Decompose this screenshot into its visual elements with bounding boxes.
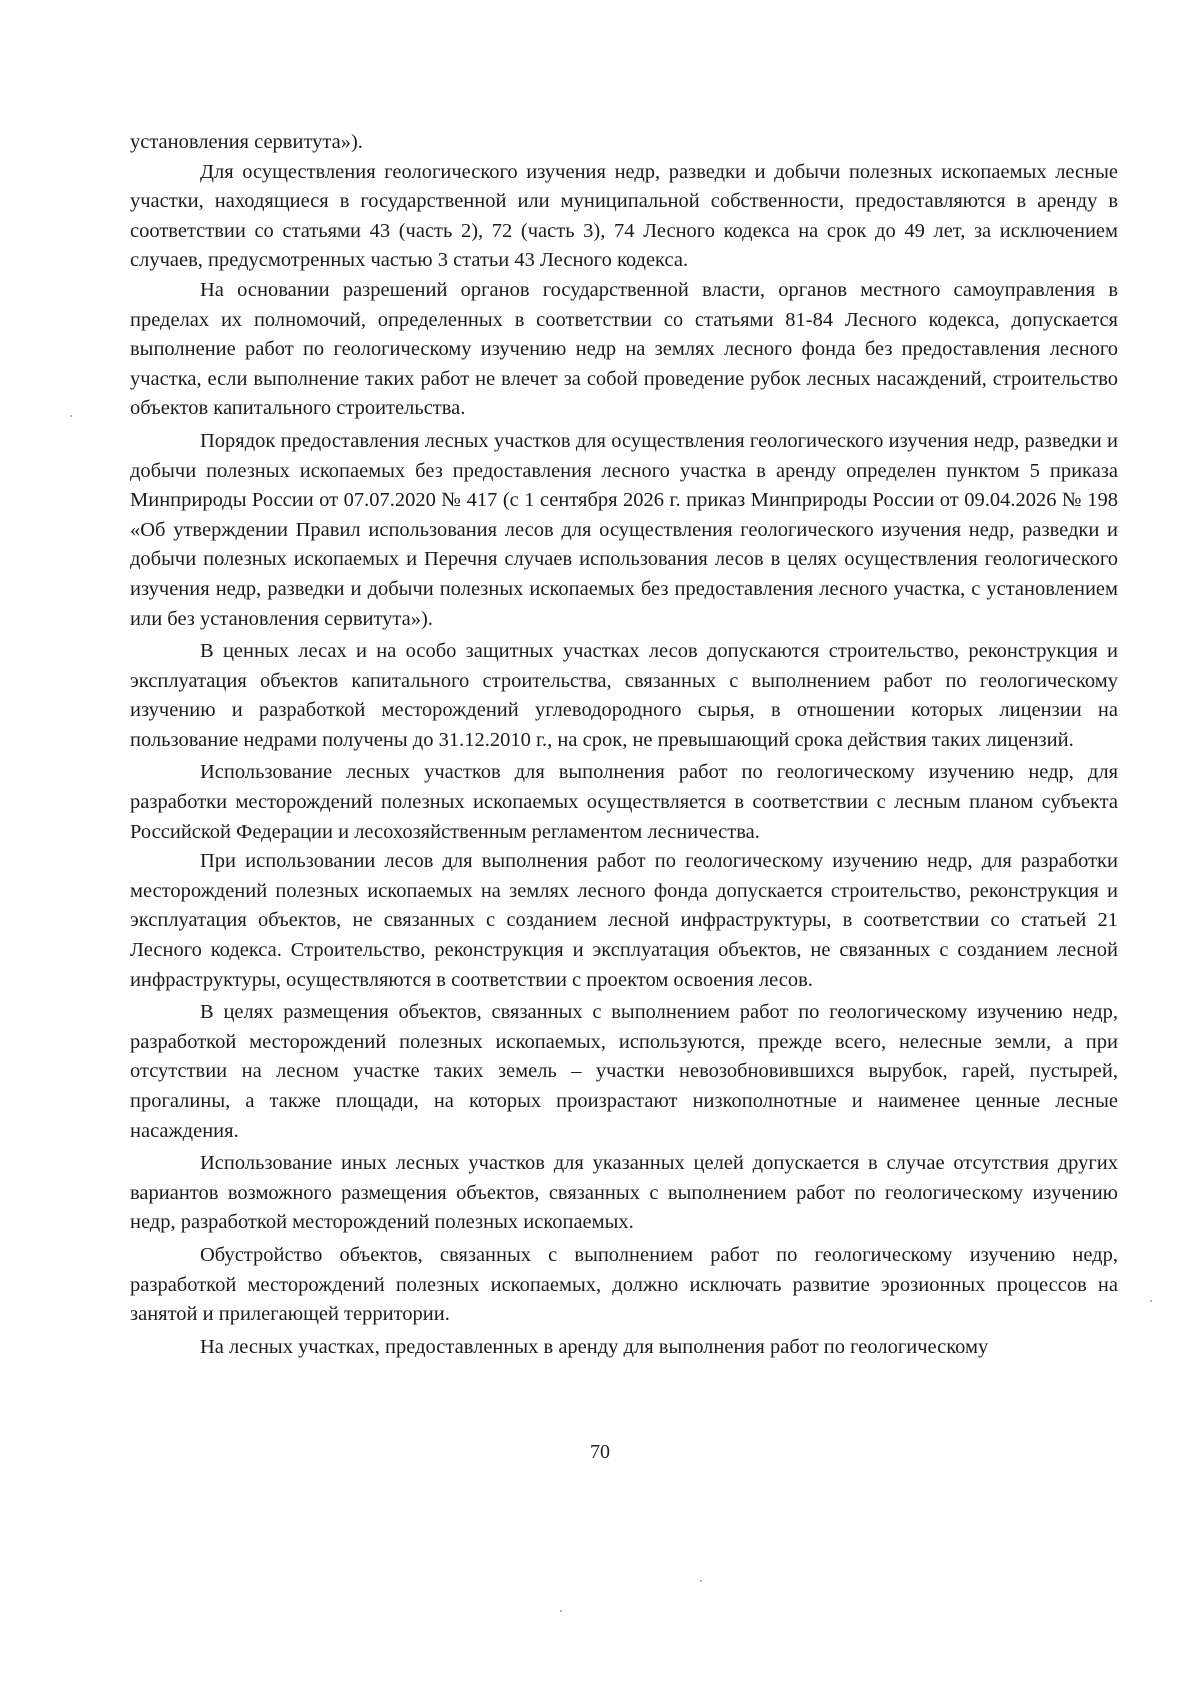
paragraph-leased-plots: На лесных участках, предоставленных в аренду для выполнения работ по геологическому: [200, 1335, 989, 1358]
body-text: [130, 128, 1118, 1362]
paragraph-continuation: установления сервитута»).: [130, 131, 363, 153]
scan-speck: [1150, 1300, 1152, 1302]
scan-speck: [700, 1580, 702, 1582]
scan-speck: [560, 1610, 562, 1612]
paragraph-procedure: Порядок предоставления лесных участков для осуществления геологического изучения недр, разведки и добычи полезных ископаемых без предоставления лесного участка в аренду определен пунктом 5 приказа Минприроды России от 07.07.2020 № 417 (с 1 сентября 2026 г. приказ Минприроды России от 09.04.2026 № 198 «Об утверждении Правил использования лесов для осуществления геологического изучения недр, разведки и добычи полезных ископаемых и Перечня случаев использования лесов в целях осуществления геологического изучения недр, разведки и добычи полезных ископаемых без предоставления лесного участка, с установлением или без установления сервитута»).: [130, 429, 1118, 630]
paragraph-permits: На основании разрешений органов государственной власти, органов местного самоуправления в пределах их полномочий, определенных в соответствии со статьями 81-84 Лесного кодекса, допускается выполнение работ по геологическому изучению недр на землях лесного фонда без предоставления лесного участка, если выполнение таких работ не влечет за собой проведение рубок лесных насаждений, строительство объектов капитального строительства.: [130, 278, 1118, 420]
paragraph-forest-plan: Использование лесных участков для выполнения работ по геологическому изучению недр, для разработки месторождений полезных ископаемых осуществляется в соответствии с лесным планом субъекта Российской Федерации и лесохозяйственным регламентом лесничества.: [130, 761, 1118, 843]
paragraph-other-plots: Использование иных лесных участков для указанных целей допускается в случае отсутствия других вариантов возможного размещения объектов, связанных с выполнением работ по геологическому изучению недр, разработкой месторождений полезных ископаемых.: [130, 1152, 1118, 1234]
paragraph-valuable-forests: В ценных лесах и на особо защитных участках лесов допускаются строительство, реконструкция и эксплуатация объектов капитального строительства, связанных с выполнением работ по геологическому изучению и разработкой месторождений углеводородного сырья, в отношении которых лицензии на пользование недрами получены до 31.12.2010 г., на срок, не превышающий срока действия таких лицензий.: [130, 640, 1118, 751]
paragraph-erosion: Обустройство объектов, связанных с выполнением работ по геологическому изучению недр, разработкой месторождений полезных ископаемых, должно исключать развитие эрозионных процессов на занятой и прилегающей территории.: [130, 1243, 1118, 1326]
scan-speck: [70, 415, 72, 417]
paragraph-lease-terms: Для осуществления геологического изучения недр, разведки и добычи полезных ископаемых лесные участки, находящиеся в государственной или муниципальной собственности, предоставляются в аренду в соответствии со статьями 43 (часть 2), 72 (часть 3), 74 Лесного кодекса на срок до 49 лет, за исключением случаев, предусмотренных частью 3 статьи 43 Лесного кодекса.: [130, 160, 1118, 272]
paragraph-placement: В целях размещения объектов, связанных с выполнением работ по геологическому изучению недр, разработкой месторождений полезных ископаемых, используются, прежде всего, нелесные земли, а при отсутствии на лесном участке таких земель – участки невозобновившихся вырубок, гарей, пустырей, прогалины, а также площади, на которых произрастают низкополнотные и наименее ценные лесные насаждения.: [130, 1001, 1118, 1142]
page-number: 70: [590, 1441, 610, 1463]
paragraph-construction: При использовании лесов для выполнения работ по геологическому изучению недр, для разработки месторождений полезных ископаемых на землях лесного фонда допускается строительство, реконструкция и эксплуатация объектов, не связанных с созданием лесной инфраструктуры, в соответствии со статьей 21 Лесного кодекса. Строительство, реконструкция и эксплуатация объектов, не связанных с созданием лесной инфраструктуры, осуществляются в соответствии с проектом освоения лесов.: [130, 850, 1118, 991]
